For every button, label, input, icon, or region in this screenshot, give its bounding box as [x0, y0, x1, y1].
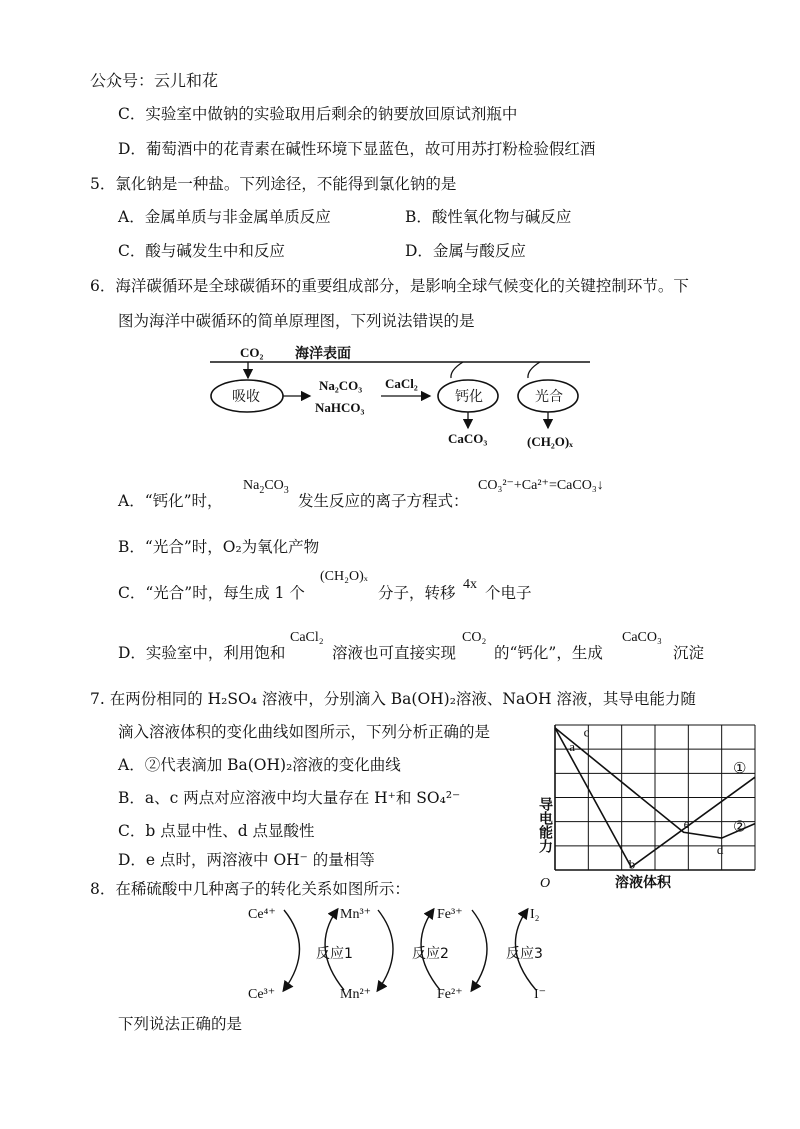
q5-option-c: C．酸与碱发生中和反应: [118, 242, 285, 260]
iminus-label: I⁻: [534, 987, 547, 1002]
calcify-label: 钙化: [455, 389, 483, 405]
mn2-label: Mn²⁺: [340, 987, 372, 1002]
q6-a-sub1: 2: [259, 484, 265, 496]
reaction2-left-arc: [378, 910, 393, 990]
y-axis-label: 导电能力: [537, 797, 553, 853]
photo-connector: [528, 362, 540, 378]
q6-d-pre: D．实验室中，利用饱和: [118, 644, 286, 662]
reaction1-left-arc: [284, 910, 300, 990]
caco3-label: CaCO₃: [448, 431, 488, 446]
point-label-b: b: [628, 856, 636, 872]
cacl2-label: CaCl₂: [385, 376, 418, 391]
q6-option-a: [118, 492, 223, 511]
q7-stem-line2: 滴入溶液体积的变化曲线如图所示，下列分析正确的是: [118, 723, 491, 741]
q6-a-sub2: 3: [283, 484, 289, 496]
q6-option-b: B．“光合”时，O₂为氧化产物: [118, 538, 320, 556]
point-label-a: a: [569, 739, 576, 755]
q7-option-c: C．b 点显中性、d 点显酸性: [118, 822, 315, 840]
q5-option-b: B．酸性氧化物与碱反应: [405, 208, 572, 226]
absorb-label: 吸收: [232, 389, 260, 405]
chart-point-labels: [569, 725, 724, 872]
q6-d-mid2: 的“钙化”，生成: [494, 644, 603, 662]
surface-label: 海洋表面: [295, 346, 351, 362]
q6-c-number: 4x: [463, 577, 477, 592]
q6-a-formula: [243, 478, 289, 497]
q6-d-formula1: CaCl₂: [290, 630, 324, 645]
ch2o-label: (CH₂O)ₓ: [527, 434, 573, 449]
q6-c-mid: 分子，转移: [378, 584, 456, 602]
q6-a-pre: A．“钙化”时，: [118, 492, 223, 510]
na2co3-label: Na₂CO₃: [319, 378, 363, 393]
reaction1-label: 反应1: [316, 946, 353, 962]
fe2-label: Fe²⁺: [437, 987, 463, 1002]
chart-grid: [555, 725, 755, 870]
series-label-1: ①: [733, 761, 747, 778]
q7-option-b: B．a、c 两点对应溶液中均大量存在 H⁺和 SO₄²⁻: [118, 789, 461, 807]
q6-stem-line1: 6．海洋碳循环是全球碳循环的重要组成部分，是影响全球气候变化的关键控制环节。下: [90, 277, 689, 295]
q6-a-na: Na: [243, 478, 260, 493]
q6-d-formula3: CaCO₃: [622, 630, 662, 645]
nahco3-label: NaHCO₃: [315, 400, 365, 415]
q6-d-mid1: 溶液也可直接实现: [332, 644, 457, 662]
ce3-label: Ce³⁺: [248, 987, 276, 1002]
q6-d-end: 沉淀: [673, 644, 705, 662]
photo-label: 光合: [535, 389, 563, 405]
i2-label: I₂: [530, 907, 540, 922]
origin-label: O: [540, 876, 551, 891]
reaction3-label: 反应3: [506, 946, 543, 962]
ion-conversion-diagram: [240, 898, 570, 1008]
q5-stem: 5．氯化钠是一种盐。下列途径，不能得到氯化钠的是: [90, 175, 457, 193]
q6-c-formula: (CH₂O)ₓ: [320, 569, 368, 584]
reaction2-label: 反应2: [412, 946, 449, 962]
q4-option-c: C．实验室中做钠的实验取用后剩余的钠要放回原试剂瓶中: [118, 105, 518, 123]
q5-option-d: D．金属与酸反应: [405, 242, 526, 260]
reaction3-left-arc: [472, 910, 487, 990]
q4-option-d: D．葡萄酒中的花青素在碱性环境下显蓝色，故可用苏打粉检验假红酒: [118, 140, 596, 158]
calcify-connector: [451, 362, 463, 378]
q7-option-d: D．e 点时，两溶液中 OH⁻ 的量相等: [118, 851, 375, 869]
fe3-label: Fe³⁺: [437, 907, 463, 922]
point-label-c: c: [583, 724, 590, 740]
co2-label: CO₂: [240, 345, 264, 360]
x-axis-label: 溶液体积: [615, 875, 671, 891]
mn3-label: Mn³⁺: [340, 907, 372, 922]
q6-c-pre: C．“光合”时，每生成 1 个: [118, 584, 305, 602]
header-text: 公众号：云儿和花: [90, 71, 219, 90]
q6-a-co: CO: [264, 478, 284, 493]
q8-stem: 8．在稀硫酸中几种离子的转化关系如图所示：: [90, 880, 410, 898]
q6-a-mid: 发生反应的离子方程式：: [298, 492, 469, 510]
ce4-label: Ce⁴⁺: [248, 907, 276, 922]
q6-a-equation: CO₃²⁻+Ca²⁺=CaCO₃↓: [478, 478, 604, 493]
q8-end: 下列说法正确的是: [118, 1015, 243, 1033]
q7-option-a: A．②代表滴加 Ba(OH)₂溶液的变化曲线: [118, 756, 401, 774]
q6-d-formula2: CO₂: [462, 630, 487, 645]
q5-option-a: A．金属单质与非金属单质反应: [118, 208, 331, 226]
point-label-d: d: [716, 842, 724, 858]
carbon-cycle-diagram: [205, 340, 595, 465]
q6-stem-line2: 图为海洋中碳循环的简单原理图，下列说法错误的是: [118, 312, 475, 330]
point-label-e: e: [683, 815, 690, 831]
q6-c-end: 个电子: [485, 584, 532, 602]
q7-stem-line1: 7. 在两份相同的 H₂SO₄ 溶液中，分别滴入 Ba(OH)₂溶液、NaOH 溶液，其导电能力随: [90, 690, 696, 708]
conductivity-chart: [520, 715, 760, 895]
series-label-2: ②: [733, 819, 747, 836]
